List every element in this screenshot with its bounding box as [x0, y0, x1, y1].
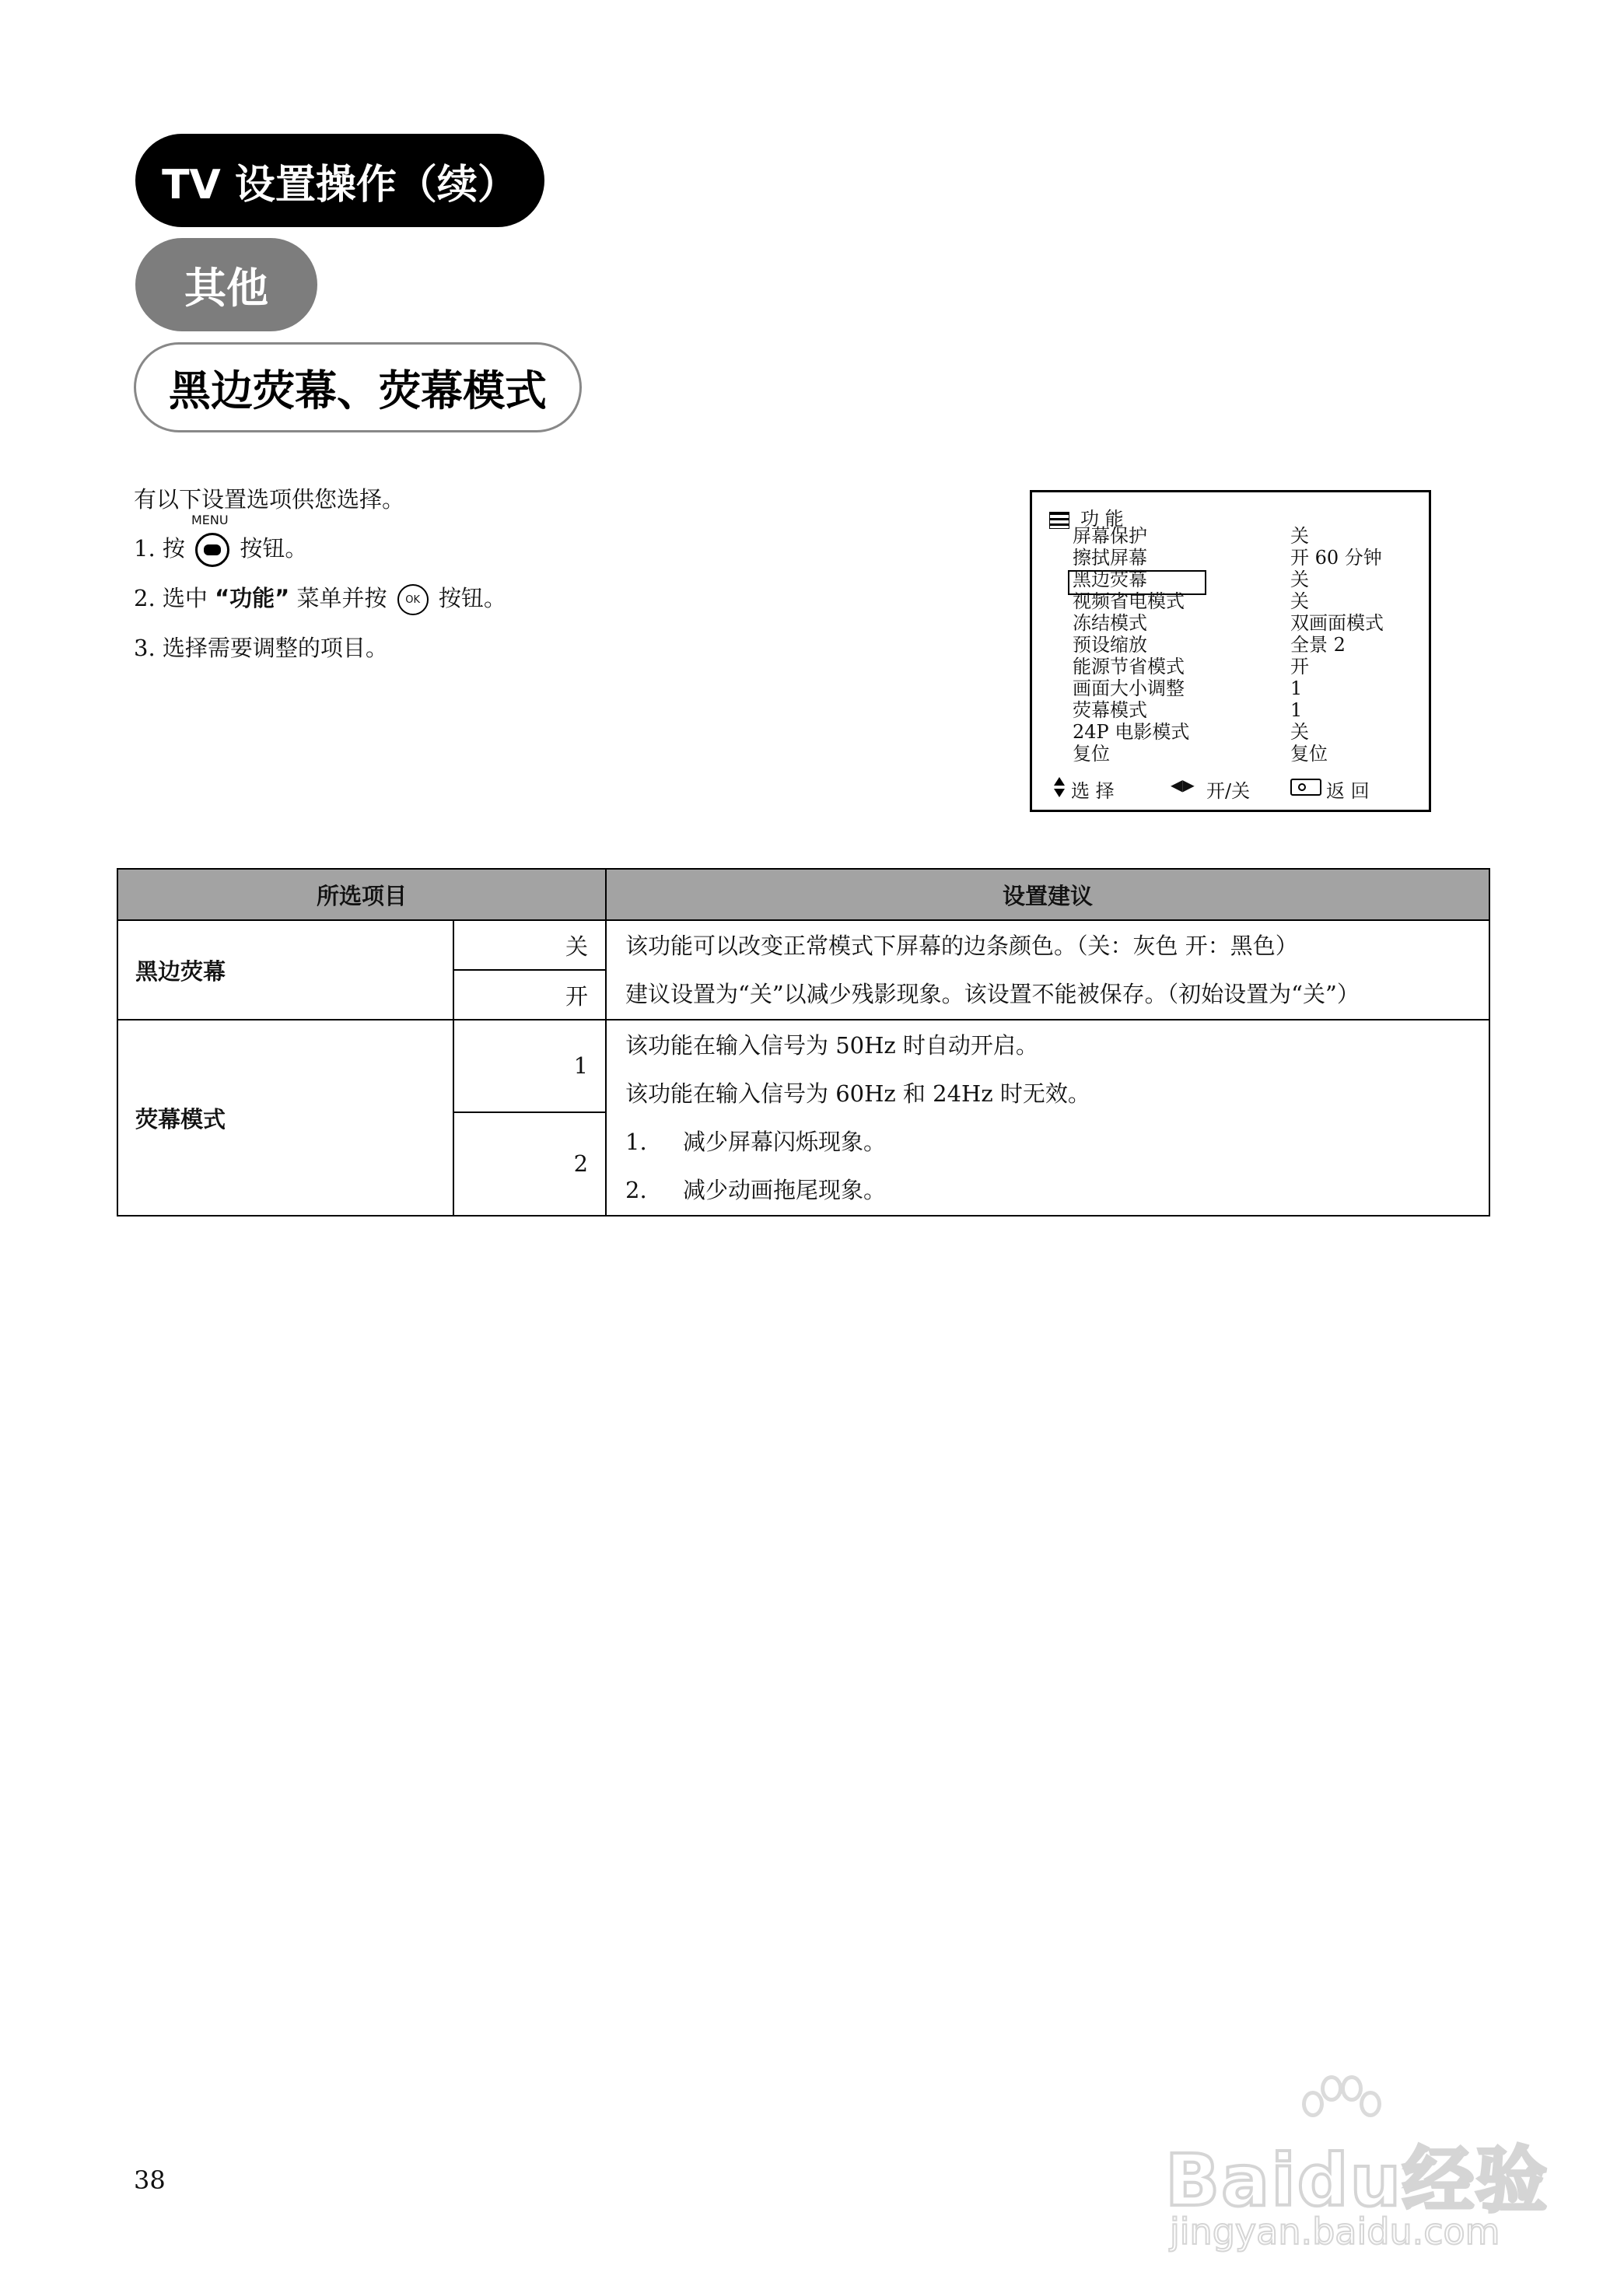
osd-item-label: 黑边荧幕 — [1073, 569, 1147, 590]
step-2-prefix: 2. 选中 — [134, 585, 208, 611]
numbered-line — [625, 1166, 1488, 1214]
step-2-menu-name: “功能” — [215, 585, 290, 611]
step-2-suffix: 按钮。 — [438, 585, 506, 611]
osd-footer-toggle: 开/关 — [1206, 780, 1251, 802]
osd-item — [1073, 569, 1415, 590]
watermark-url: jingyan.baidu.com — [1170, 2211, 1500, 2253]
line-text: 减少动画拖尾现象。 — [683, 1177, 887, 1203]
osd-item-value: 全景 2 — [1290, 634, 1346, 656]
option-value: 开 — [453, 970, 606, 1020]
baidu-watermark — [1165, 2069, 1601, 2256]
osd-item-label: 擦拭屏幕 — [1073, 547, 1147, 569]
osd-item-value: 开 — [1290, 656, 1309, 677]
osd-title: 功 能 — [1080, 508, 1124, 530]
up-down-arrow-icon — [1054, 777, 1065, 797]
step-3: 3. 选择需要调整的项目。 — [134, 635, 388, 661]
osd-item-label: 荧幕模式 — [1073, 699, 1147, 721]
osd-item — [1073, 677, 1415, 699]
table-row — [117, 920, 1489, 970]
watermark-logo: Baidu经验 — [1165, 2139, 1549, 2222]
step-1 — [134, 513, 308, 567]
osd-item-value: 关 — [1290, 525, 1309, 547]
osd-item — [1073, 656, 1415, 677]
header-advice: 设置建议 — [606, 869, 1489, 920]
intro-text: 有以下设置选项供您选择。 — [134, 486, 405, 513]
osd-item — [1073, 634, 1415, 656]
section-title: 其他 — [135, 238, 317, 331]
list-icon — [1049, 512, 1069, 529]
table-header-row — [117, 869, 1489, 920]
option-value: 1 — [453, 1020, 606, 1112]
osd-item — [1073, 721, 1415, 743]
settings-table — [117, 868, 1490, 1217]
osd-item — [1073, 612, 1415, 634]
osd-item — [1073, 547, 1415, 569]
option-value: 关 — [453, 920, 606, 970]
page-title: TV 设置操作（续） — [135, 134, 544, 227]
step-1-suffix: 按钮。 — [240, 535, 308, 562]
return-icon — [1290, 779, 1321, 796]
description-line: 该功能可以改变正常模式下屏幕的边条颜色。（关：灰色 开：黑色） — [625, 933, 1298, 959]
osd-item-value: 1 — [1290, 677, 1303, 699]
osd-item — [1073, 525, 1415, 547]
osd-footer — [1054, 775, 1419, 802]
osd-item — [1073, 699, 1415, 721]
description — [606, 920, 1489, 1020]
description — [606, 1020, 1489, 1216]
header-selected-item: 所选项目 — [117, 869, 606, 920]
ok-button-icon: OK — [397, 584, 429, 615]
description-line: 该功能在输入信号为 50Hz 时自动开启。 — [625, 1032, 1038, 1059]
item-name: 黑边荧幕 — [117, 920, 453, 1020]
description-line: 建议设置为“关”以减少残影现象。该设置不能被保存。（初始设置为“关”） — [625, 981, 1360, 1007]
step-2 — [134, 581, 506, 615]
osd-footer-back: 返 回 — [1326, 780, 1370, 802]
osd-item-label: 能源节省模式 — [1073, 656, 1185, 677]
osd-item-value: 1 — [1290, 699, 1303, 721]
line-number: 1. — [625, 1129, 647, 1155]
menu-button-caption: MENU — [191, 513, 229, 527]
description-line: 该功能在输入信号为 60Hz 和 24Hz 时无效。 — [625, 1080, 1090, 1107]
osd-item-label: 视频省电模式 — [1073, 590, 1185, 612]
menu-button-icon — [195, 533, 229, 567]
page-number: 38 — [134, 2165, 166, 2195]
osd-item-value: 关 — [1290, 590, 1309, 612]
step-2-middle: 菜单并按 — [296, 585, 387, 611]
osd-item-value: 复位 — [1290, 743, 1328, 765]
line-number: 2. — [625, 1177, 647, 1203]
option-value: 2 — [453, 1112, 606, 1216]
osd-item-value: 双画面模式 — [1290, 612, 1384, 634]
osd-item-label: 复位 — [1073, 743, 1110, 765]
osd-item-value: 关 — [1290, 569, 1309, 590]
left-right-arrow-icon: ◀▶ — [1171, 775, 1195, 794]
osd-footer-select: 选 择 — [1071, 780, 1115, 802]
osd-item-label: 24P 电影模式 — [1073, 721, 1190, 743]
step-1-prefix: 1. 按 — [134, 535, 185, 562]
osd-item — [1073, 743, 1415, 765]
osd-item-label: 冻结模式 — [1073, 612, 1147, 634]
osd-item-value: 关 — [1290, 721, 1309, 743]
osd-item-label: 屏幕保护 — [1073, 525, 1147, 547]
osd-item-label: 画面大小调整 — [1073, 677, 1185, 699]
osd-item-label: 预设缩放 — [1073, 634, 1147, 656]
subsection-title: 黑边荧幕、荧幕模式 — [134, 342, 582, 432]
numbered-line — [625, 1118, 1488, 1166]
osd-item — [1073, 590, 1415, 612]
osd-item-value: 开 60 分钟 — [1290, 547, 1382, 569]
line-text: 减少屏幕闪烁现象。 — [683, 1129, 887, 1155]
osd-menu-screenshot — [1030, 490, 1431, 812]
item-name: 荧幕模式 — [117, 1020, 453, 1216]
table-row — [117, 1020, 1489, 1112]
